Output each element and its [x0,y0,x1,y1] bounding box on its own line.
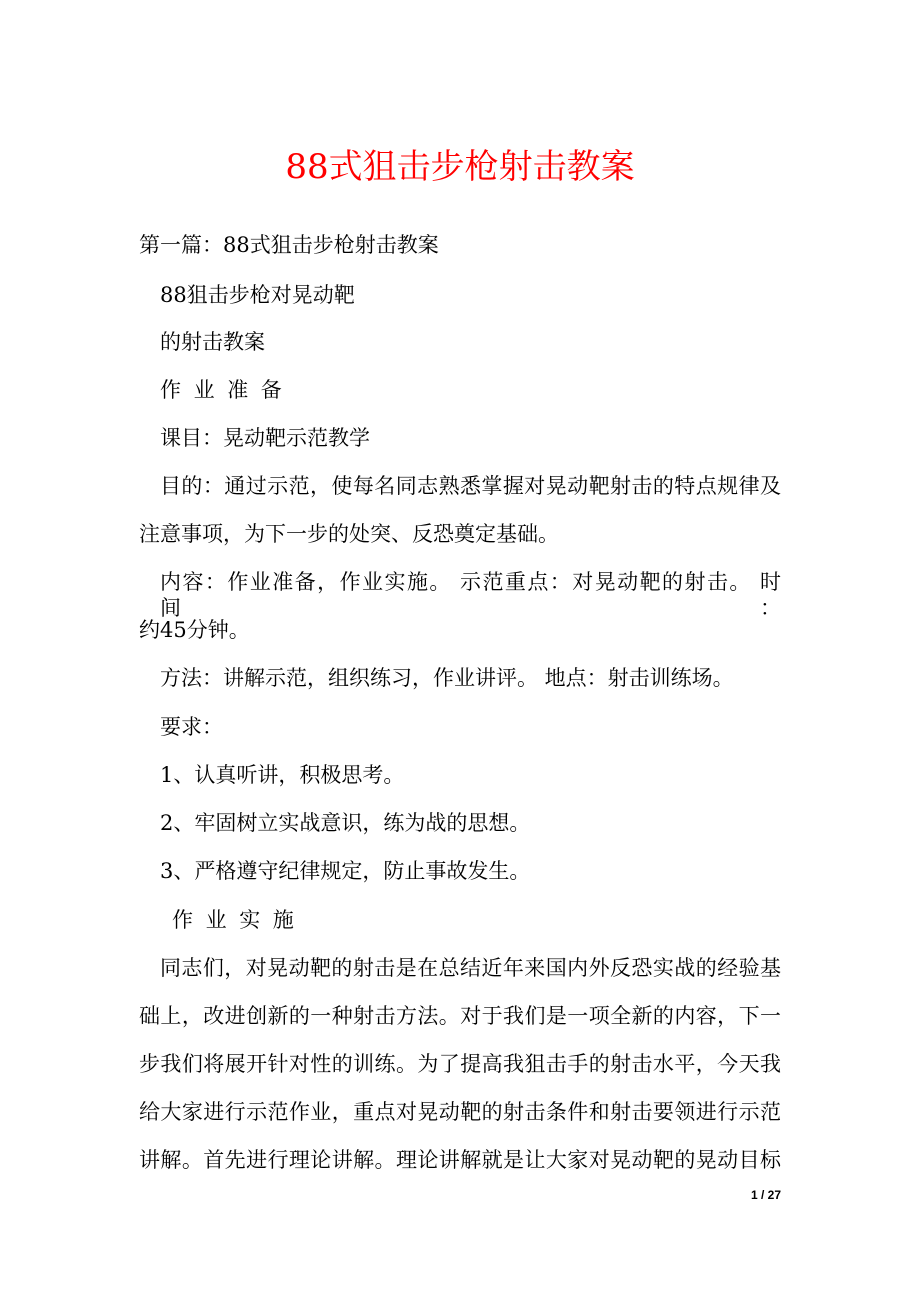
paragraph-line: 88狙击步枪对晃动靶 [160,283,355,307]
page-number: 1 / 27 [750,1188,781,1202]
paragraph-line: 础上，改进创新的一种射击方法。对于我们是一项全新的内容，下一 [139,1004,781,1028]
paragraph-line: 注意事项，为下一步的处突、反恐奠定基础。 [139,522,559,546]
section-heading: 第一篇：88式狙击步枪射击教案 [139,233,439,257]
paragraph-line: 的射击教案 [160,330,265,354]
paragraph-line: 课目：晃动靶示范教学 [160,426,370,450]
paragraph-line: 步我们将展开针对性的训练。为了提高我狙击手的射击水平，今天我 [139,1052,781,1076]
paragraph-line: 内容：作业准备，作业实施。 示范重点：对晃动靶的射击。 时间： [160,570,781,620]
subheading-preparation: 作业准备 [160,378,295,402]
paragraph-line: 讲解。首先进行理论讲解。理论讲解就是让大家对晃动靶的晃动目标 [139,1148,781,1172]
list-item: 3、严格遵守纪律规定，防止事故发生。 [160,859,531,883]
paragraph-line: 方法：讲解示范，组织练习，作业讲评。 地点：射击训练场。 [160,666,734,690]
paragraph-line: 同志们，对晃动靶的射击是在总结近年来国内外反恐实战的经验基 [160,956,781,980]
list-item: 1、认真听讲，积极思考。 [160,763,405,787]
paragraph-line: 目的：通过示范，使每名同志熟悉掌握对晃动靶射击的特点规律及 [160,474,781,498]
subheading-implementation: 作业实施 [172,908,307,932]
paragraph-line: 给大家进行示范作业，重点对晃动靶的射击条件和射击要领进行示范 [139,1100,781,1124]
document-title: 88式狙击步枪射击教案 [285,147,635,187]
paragraph-line: 要求： [160,715,223,739]
paragraph-line: 约45分钟。 [139,618,250,642]
list-item: 2、牢固树立实战意识，练为战的思想。 [160,811,531,835]
